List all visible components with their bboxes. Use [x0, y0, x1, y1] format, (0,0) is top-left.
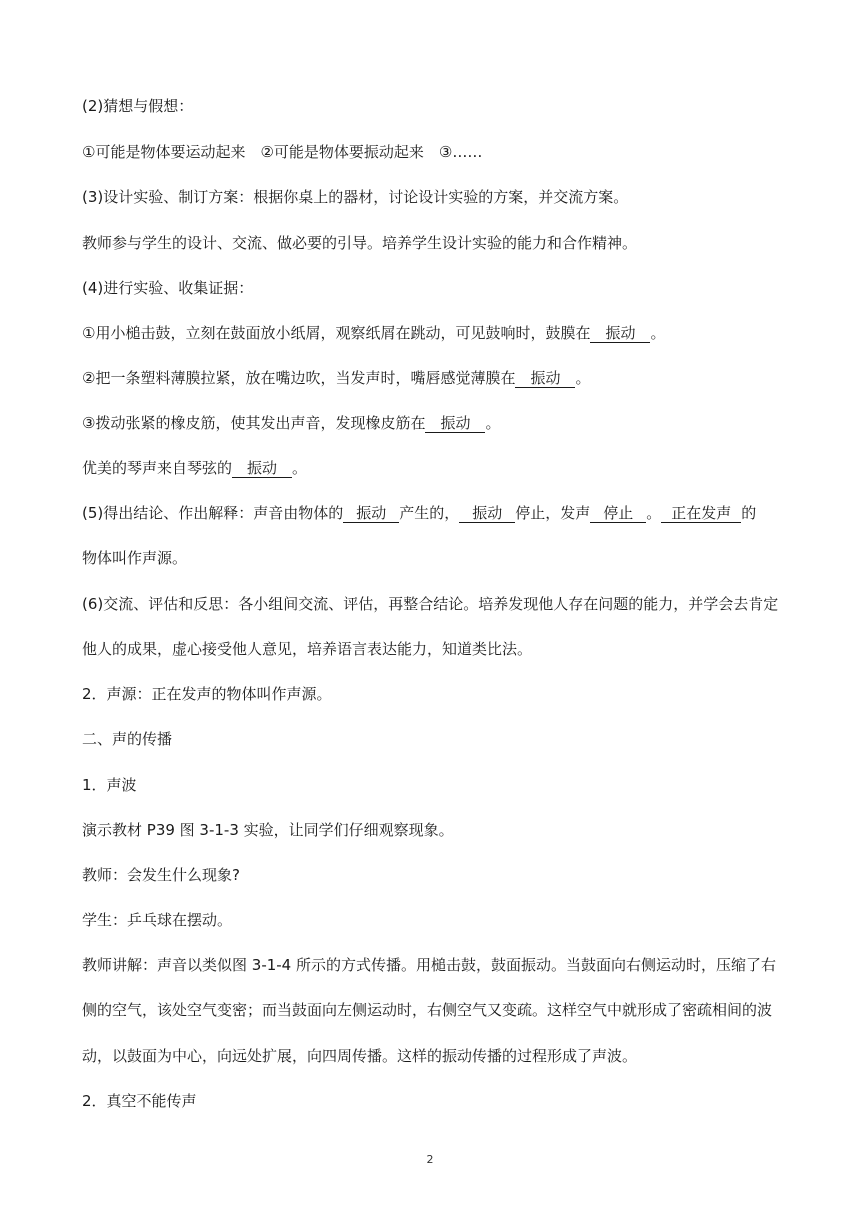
sound-source-definition: 2．声源：正在发声的物体叫作声源。 — [82, 685, 332, 703]
conclusion-text-2: 产生的， — [399, 504, 460, 522]
section-heading-propagation: 二、声的传播 — [82, 730, 173, 748]
step-3-answer: 振动 — [425, 414, 485, 433]
teacher-explanation-3: 动，以鼓面为中心，向远处扩展，向四周传播。这样的振动传播的过程形成了声波。 — [82, 1047, 638, 1065]
conclusion-answer-4: 正在发声 — [661, 504, 741, 523]
teacher-explanation-2: 侧的空气，该处空气变密；而当鼓面向左侧运动时，右侧空气又变疏。这样空气中就形成了密疏相间的波 — [82, 1001, 773, 1019]
violin-end: 。 — [292, 459, 308, 477]
student-answer: 学生：乒乓球在摆动。 — [82, 911, 233, 929]
step-1-answer: 振动 — [590, 324, 650, 343]
conclusion-text-4: 。 — [646, 504, 662, 522]
design-experiment-heading: (3)设计实验、制订方案：根据你桌上的器材，讨论设计实验的方案，并交流方案。 — [82, 188, 629, 206]
conclusion-text-3: 停止，发声 — [515, 504, 591, 522]
step-3-text: ③拨动张紧的橡皮筋，使其发出声音，发现橡皮筋在 — [82, 414, 426, 432]
step-2-answer: 振动 — [515, 369, 575, 388]
step-1-text: ①用小槌击鼓，立刻在鼓面放小纸屑，观察纸屑在跳动，可见鼓响时，鼓膜在 — [82, 324, 591, 342]
conclusion-sentence — [82, 503, 782, 523]
conclusion-continued: 物体叫作声源。 — [82, 549, 188, 567]
experiment-step-2 — [82, 368, 782, 388]
step-1-end: 。 — [650, 324, 666, 342]
hypothesis-options: ①可能是物体要运动起来 ②可能是物体要振动起来 ③…… — [82, 143, 483, 161]
conclusion-text-1: (5)得出结论、作出解释：声音由物体的 — [82, 504, 344, 522]
step-3-end: 。 — [485, 414, 501, 432]
step-2-text: ②把一条塑料薄膜拉紧，放在嘴边吹，当发声时，嘴唇感觉薄膜在 — [82, 369, 516, 387]
violin-sentence — [82, 458, 782, 478]
teacher-guidance-text: 教师参与学生的设计、交流、做必要的引导。培养学生设计实验的能力和合作精神。 — [82, 234, 638, 252]
experiment-heading: (4)进行实验、收集证据： — [82, 279, 254, 297]
teacher-explanation-1: 教师讲解：声音以类似图 3-1-4 所示的方式传播。用槌击鼓，鼓面振动。当鼓面向右侧运动时，压缩了右 — [82, 956, 776, 974]
page-number: 2 — [426, 1153, 434, 1166]
experiment-step-1 — [82, 323, 782, 343]
subheading-vacuum: 2．真空不能传声 — [82, 1092, 197, 1110]
reflection-continued: 他人的成果，虚心接受他人意见，培养语言表达能力，知道类比法。 — [82, 640, 533, 658]
teacher-question: 教师：会发生什么现象? — [82, 866, 240, 884]
subheading-sound-wave: 1．声波 — [82, 776, 137, 794]
conclusion-text-5: 的 — [741, 504, 757, 522]
violin-text: 优美的琴声来自琴弦的 — [82, 459, 233, 477]
reflection-heading: (6)交流、评估和反思：各小组间交流、评估，再整合结论。培养发现他人存在问题的能力，并学会去肯定 — [82, 595, 779, 613]
conclusion-answer-1: 振动 — [343, 504, 399, 523]
demo-instruction: 演示教材 P39 图 3-1-3 实验，让同学们仔细观察现象。 — [82, 821, 454, 839]
hypothesis-heading: (2)猜想与假想： — [82, 97, 194, 115]
conclusion-answer-3: 停止 — [590, 504, 646, 523]
conclusion-answer-2: 振动 — [459, 504, 515, 523]
step-2-end: 。 — [575, 369, 591, 387]
violin-answer: 振动 — [232, 459, 292, 478]
experiment-step-3 — [82, 413, 782, 433]
